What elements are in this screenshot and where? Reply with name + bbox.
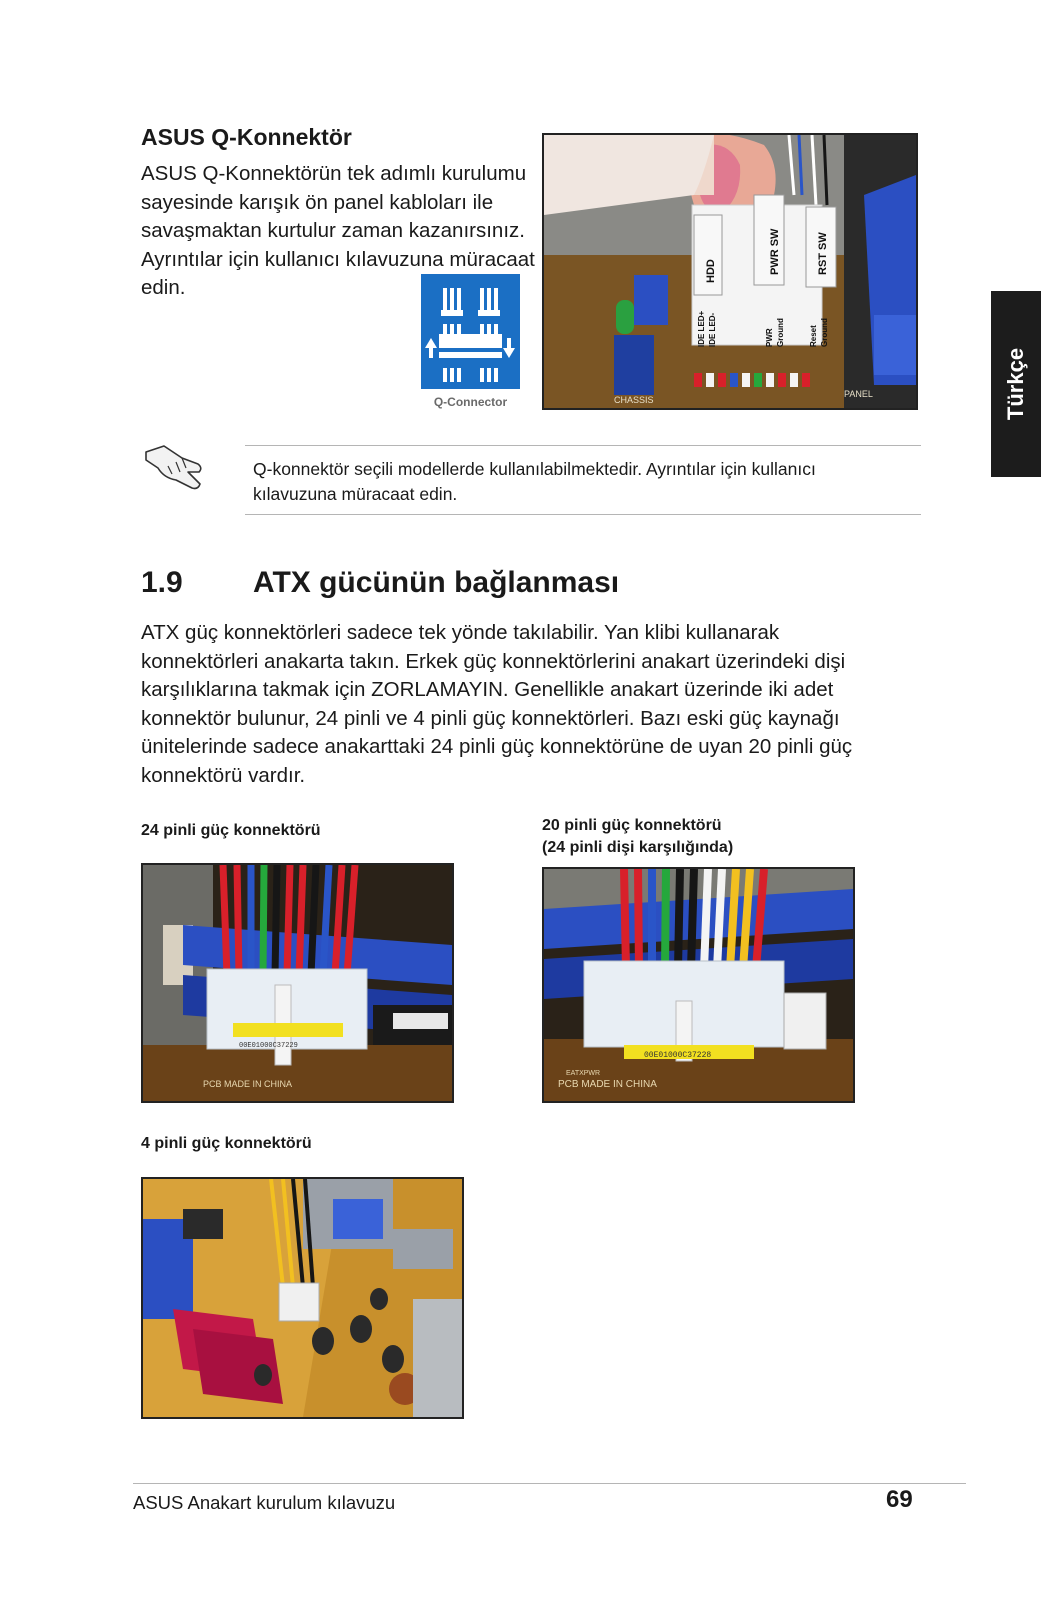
ide-led-minus-label: IDE LED-	[708, 312, 717, 347]
note-text: Q-konnektör seçili modellerde kullanılabilmektedir. Ayrıntılar için kullanıcı kılavuzuna müracaat edin.	[253, 459, 816, 504]
rst-sw-label: RST SW	[817, 232, 829, 275]
fig20-caption-line1: 20 pinli güç konnektörü	[542, 817, 722, 834]
pwr-ground-label: Ground	[776, 318, 785, 347]
pwr-sw-label: PWR SW	[769, 228, 781, 275]
fig20-pcb-text: PCB MADE IN CHINA	[558, 1079, 657, 1090]
hdd-label: HDD	[705, 259, 717, 283]
fig24-photo	[141, 863, 454, 1103]
q-connector-icon	[421, 274, 520, 414]
fig4-photo	[141, 1177, 464, 1419]
page-number: 69	[886, 1486, 913, 1513]
fig20-barcode: 00E01000C37228	[644, 1051, 712, 1060]
reset-ground-label: Ground	[820, 318, 829, 347]
section-paragraph: ATX güç konnektörleri sadece tek yönde takılabilir. Yan klibi kullanarak konnektörleri anakarta takın. Erkek güç konnektörlerini anakart üzerindeki dişi karşılıklarına takmak için ZORLAMAYIN. Genellikle anakart üzerinde iki adet konnektör bulunur, 24 pinli ve 4 pinli güç konnektörleri. Bazı eski güç kaynağı ünitelerinde sadece anakarttaki 24 pinli güç konnektörüne de uyan 20 pinli güç konnektörü vardır.	[141, 621, 853, 787]
fig4-caption: 4 pinli güç konnektörü	[141, 1135, 312, 1152]
language-tab-label: Türkçe	[1003, 347, 1028, 421]
q-connector-logo	[421, 274, 520, 414]
qconnector-paragraph: ASUS Q-Konnektörün tek adımlı kurulumu sayesinde karışık ön panel kabloları ile savaşmaktan kurtulur zaman kazanırsınız. Ayrıntılar için kullanıcı kılavuzuna müracaat edin.	[141, 162, 535, 299]
note-hand-icon	[142, 442, 204, 492]
fig24-barcode: 00E01000C37229	[239, 1042, 298, 1050]
note-top-divider	[245, 445, 921, 446]
section-title: ATX gücünün bağlanması	[253, 566, 620, 599]
note-bottom-divider	[245, 514, 921, 515]
pwr-label: PWR	[765, 328, 774, 347]
language-tab	[991, 291, 1041, 477]
reset-label: Reset	[809, 325, 818, 347]
q-connector-logo-label: Q-Connector	[433, 395, 508, 409]
section-number: 1.9	[141, 566, 183, 599]
chassis-label: CHASSIS	[614, 395, 654, 405]
fig20-atx-label: EATXPWR	[566, 1070, 601, 1077]
fig20-photo	[542, 867, 855, 1103]
qconnector-photo	[542, 133, 918, 410]
fig24-caption: 24 pinli güç konnektörü	[141, 822, 321, 839]
panel-label: PANEL	[844, 389, 873, 399]
qconnector-heading: ASUS Q-Konnektör	[141, 124, 352, 150]
fig24-pcb-text: PCB MADE IN CHINA	[203, 1079, 293, 1089]
fig20-caption-line2: (24 pinli dişi karşılığında)	[542, 839, 734, 856]
ide-led-plus-label: IDE LED+	[697, 310, 706, 347]
footer-divider	[133, 1483, 966, 1484]
footer-title: ASUS Anakart kurulum kılavuzu	[133, 1492, 396, 1513]
